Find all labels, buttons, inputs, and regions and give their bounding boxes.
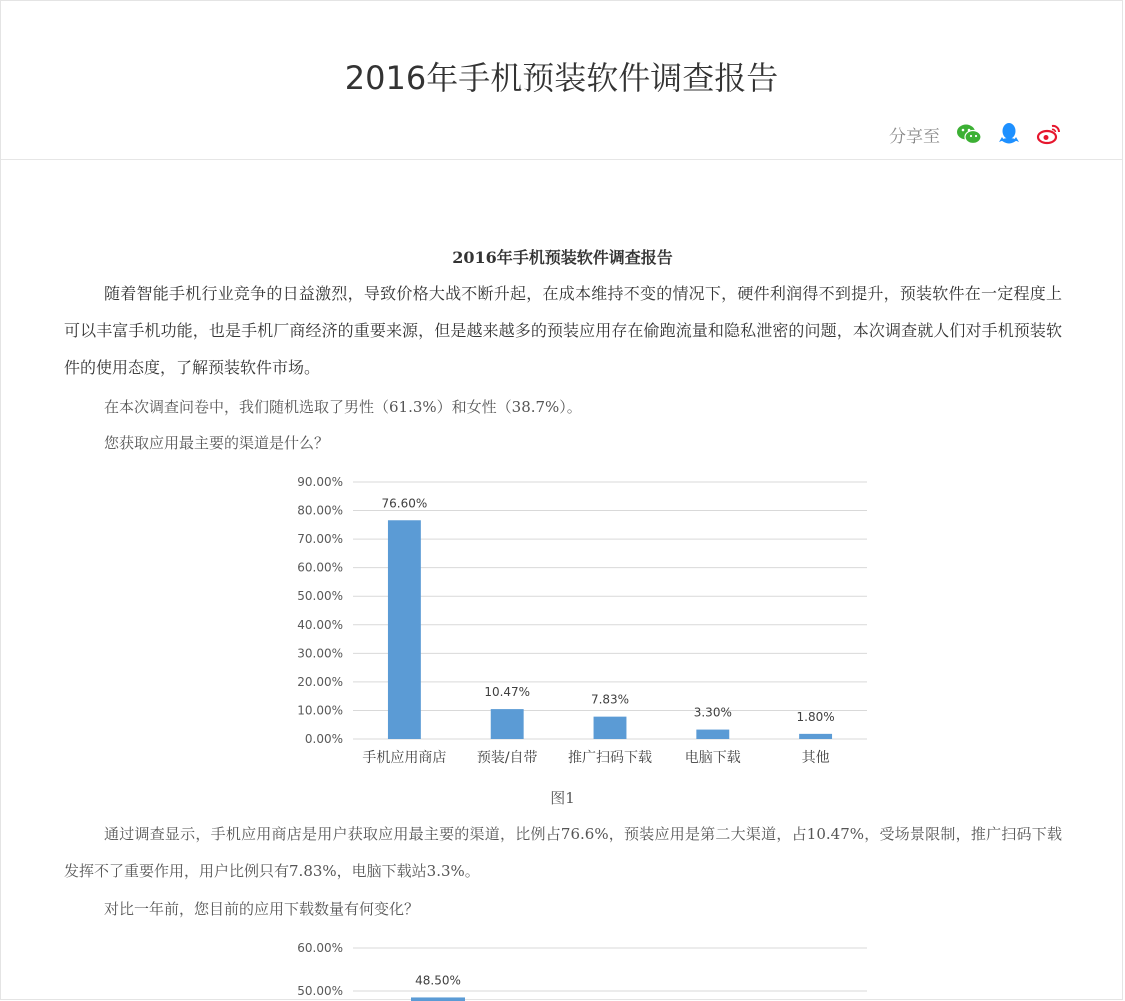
- page-title: 2016年手机预装软件调查报告: [344, 59, 779, 97]
- y-tick-label: 50.00%: [297, 589, 343, 604]
- paragraph-intro: 随着智能手机行业竞争的日益激烈，导致价格大战不断升起，在成本维持不变的情况下，硬件利润得不到提升，预装软件在一定程度上可以丰富手机功能，也是手机厂商经济的重要来源，但是越来越多的预装应用存在偷跑流量和隐私泄密的问题，本次调查就人们对手机预装软件的使用态度，了解预装软件市场。: [64, 284, 1062, 377]
- bar: [491, 709, 524, 739]
- category-label: 手机应用商店: [362, 750, 447, 766]
- qq-icon[interactable]: [996, 121, 1022, 147]
- download-change-bar-chart: [281, 936, 881, 1001]
- category-label: 电脑下载: [684, 750, 741, 766]
- channel-bar-chart: [281, 469, 881, 774]
- y-tick-label: 20.00%: [297, 674, 343, 689]
- category-label: 其他: [801, 750, 830, 766]
- y-tick-label: 60.00%: [297, 941, 343, 955]
- question-2: 对比一年前，您目前的应用下载数量有何变化？: [104, 900, 420, 918]
- article-header: [1, 1, 1122, 160]
- y-tick-label: 60.00%: [297, 560, 343, 575]
- data-label: 3.30%: [693, 705, 732, 720]
- share-bar: [889, 121, 1062, 147]
- paragraph-gender: 在本次调查问卷中，我们随机选取了男性（61.3%）和女性（38.7%）。: [104, 398, 582, 416]
- category-label: 预装/自带: [476, 750, 538, 766]
- y-tick-label: 70.00%: [297, 532, 343, 547]
- figure-caption: 图1: [550, 789, 575, 807]
- data-label: 7.83%: [590, 692, 630, 707]
- y-tick-label: 80.00%: [297, 503, 343, 518]
- data-label: 10.47%: [484, 685, 531, 700]
- share-label: 分享至: [889, 126, 940, 147]
- bar: [388, 520, 421, 739]
- y-tick-label: 0.00%: [304, 732, 343, 746]
- bar: [799, 734, 832, 739]
- question-1: 您获取应用最主要的渠道是什么？: [104, 434, 330, 452]
- bar: [411, 997, 465, 1001]
- data-label: 48.50%: [415, 973, 461, 988]
- y-tick-label: 10.00%: [297, 703, 343, 718]
- article-title: 2016年手机预装软件调查报告: [452, 248, 673, 267]
- data-label: 76.60%: [381, 496, 428, 511]
- y-tick-label: 50.00%: [297, 984, 343, 998]
- data-label: 1.80%: [796, 709, 835, 724]
- wechat-icon[interactable]: [956, 121, 982, 147]
- bar: [696, 730, 729, 739]
- paragraph-analysis: 通过调查显示，手机应用商店是用户获取应用最主要的渠道，比例占76.6%，预装应用是第二大渠道，占10.47%，受场景限制，推广扫码下载发挥不了重要作用，用户比例只有7.83%，电脑下载站3.3%。: [64, 825, 1062, 880]
- bar: [594, 717, 627, 739]
- y-tick-label: 90.00%: [297, 475, 343, 489]
- y-tick-label: 30.00%: [297, 646, 343, 661]
- weibo-icon[interactable]: [1036, 121, 1062, 147]
- category-label: 推广扫码下载: [568, 750, 652, 766]
- y-tick-label: 40.00%: [297, 617, 343, 632]
